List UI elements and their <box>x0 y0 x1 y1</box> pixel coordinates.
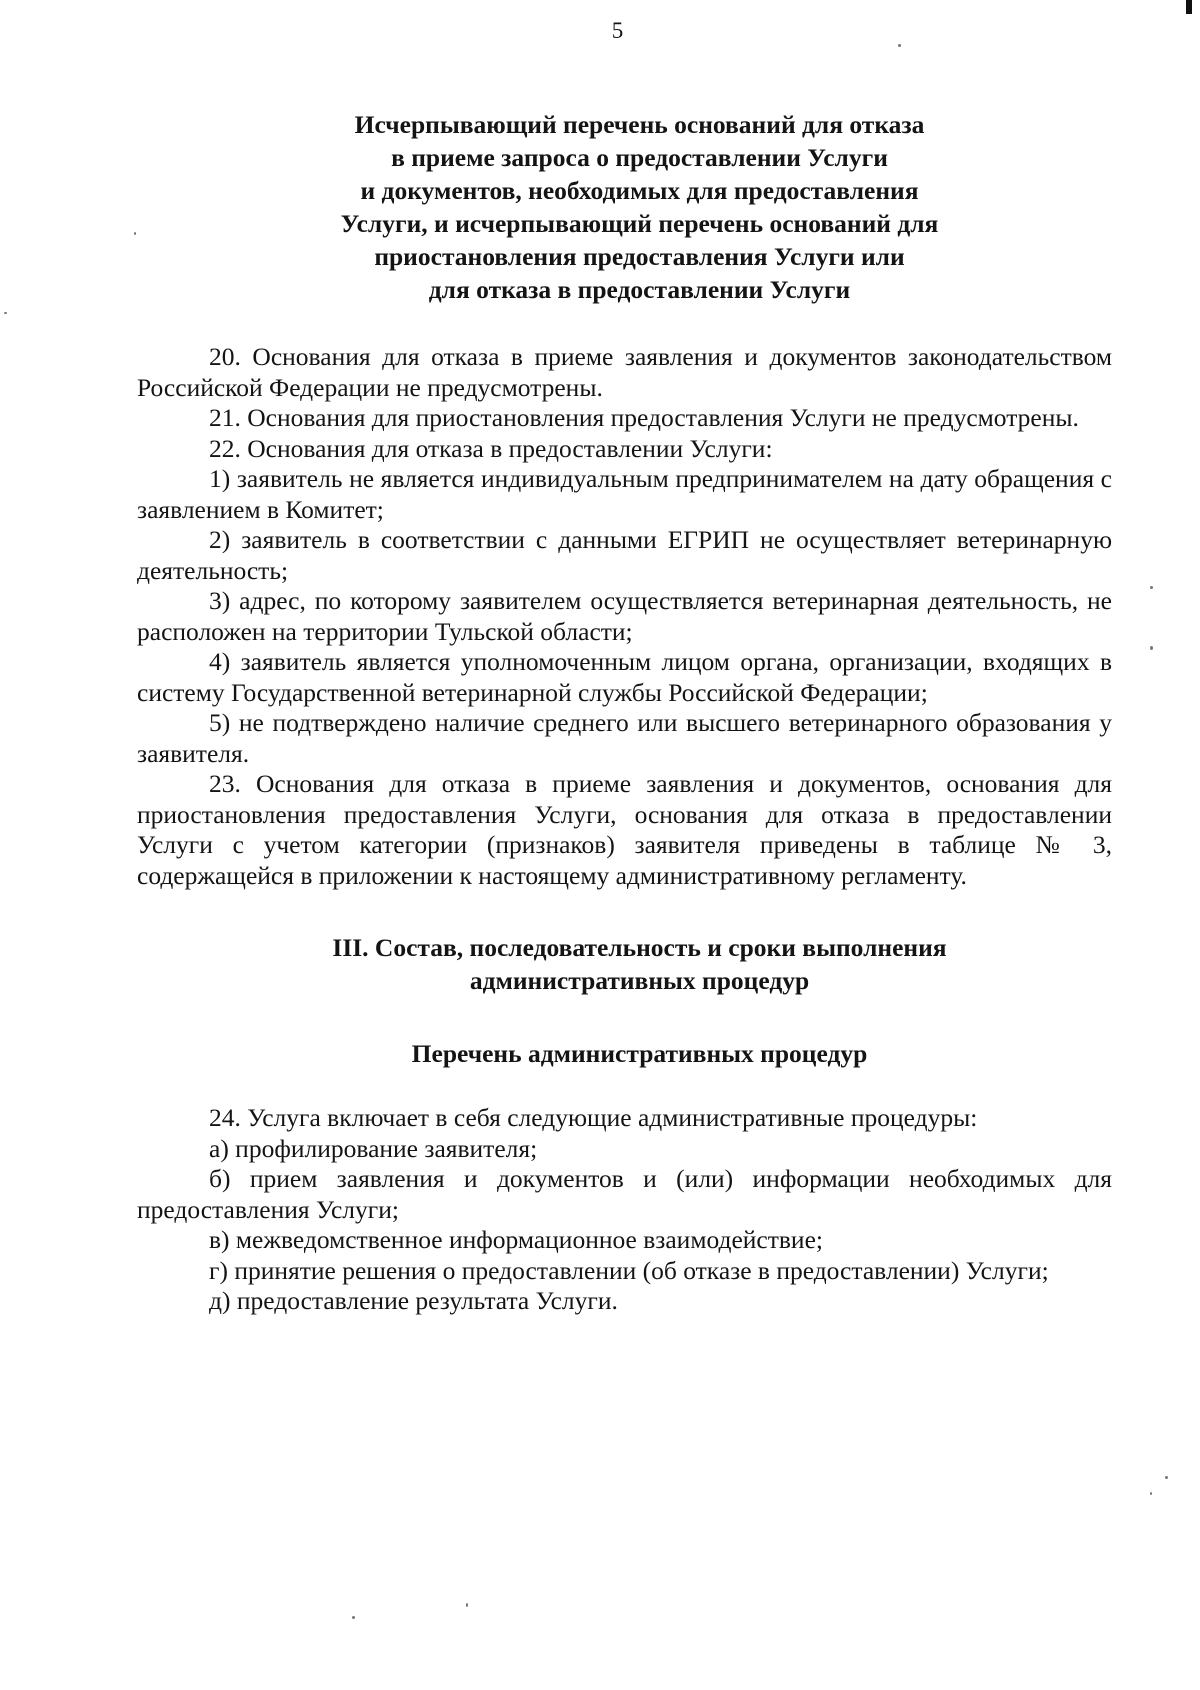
scan-speck <box>1150 646 1153 650</box>
scan-speck <box>466 1603 468 1607</box>
list-item-24-b: б) прием заявления и документов и (или) информации необходимых для предоставления Услуги; <box>137 1164 1112 1224</box>
list-item-24-g: г) принятие решения о предоставлении (об отказе в предоставлении) Услуги; <box>209 1255 1049 1285</box>
scan-speck <box>1165 1476 1168 1479</box>
subheading-procedures-list: Перечень административных процедур <box>411 1039 868 1068</box>
paragraph-22: 22. Основания для отказа в предоставлении Услуги: <box>209 433 773 463</box>
paragraph-21: 21. Основания для приостановления предоставления Услуги не предусмотрены. <box>209 403 1079 432</box>
list-item-24-a: а) профилирование заявителя; <box>209 1133 538 1163</box>
list-item-24-v: в) межведомственное информационное взаимодействие; <box>209 1225 823 1254</box>
section-heading-refusal-grounds <box>167 108 1112 306</box>
list-item-22-3: 3) адрес, по которому заявителем осуществляется ветеринарная деятельность, не расположен на территории Тульской области; <box>137 586 1112 646</box>
list-item-22-4: 4) заявитель является уполномоченным лицом органа, организации, входящих в систему Государственной ветеринарной службы Российской Федерации; <box>137 647 1112 707</box>
scan-edge-mark <box>1186 0 1192 14</box>
paragraph-24: 24. Услуга включает в себя следующие административные процедуры: <box>209 1103 978 1132</box>
heading-line: III. Состав, последовательность и сроки выполнения <box>332 933 947 962</box>
list-item-24-d: д) предоставление результата Услуги. <box>209 1286 618 1315</box>
heading-line: Услуги, и исчерпывающий перечень оснований для <box>340 209 939 238</box>
heading-line: приостановления предоставления Услуги или <box>374 242 905 271</box>
heading-line: для отказа в предоставлении Услуги <box>428 275 851 304</box>
page-number: 5 <box>611 18 624 43</box>
paragraph-20: 20. Основания для отказа в приеме заявления и документов законодательством Российской Федерации не предусмотрены. <box>137 342 1112 402</box>
scan-speck <box>352 1616 355 1619</box>
scan-speck <box>4 312 7 314</box>
heading-line: административных процедур <box>469 966 810 995</box>
list-item-22-2: 2) заявитель в соответствии с данными ЕГРИП не осуществляет ветеринарную деятельность; <box>137 525 1112 585</box>
scan-speck <box>1150 586 1153 589</box>
heading-line: Исчерпывающий перечень оснований для отказа <box>354 110 925 139</box>
list-item-22-5: 5) не подтверждено наличие среднего или высшего ветеринарного образования у заявителя. <box>137 708 1112 768</box>
paragraph-23: 23. Основания для отказа в приеме заявления и документов, основания для приостановления предоставления Услуги, основания для отказа в предоставлении Услуги с учетом категории (признаков) заявителя приведены в таблице № 3, содержащейся в приложении к настоящему административному регламенту. <box>137 769 1112 890</box>
heading-line: в приеме запроса о предоставлении Услуги <box>391 143 888 172</box>
scan-speck <box>134 232 136 235</box>
list-item-22-1: 1) заявитель не является индивидуальным предпринимателем на дату обращения с заявлением в Комитет; <box>137 464 1112 524</box>
heading-line: и документов, необходимых для предоставления <box>360 176 919 205</box>
section-heading-iii <box>167 931 1112 997</box>
document-body <box>137 108 1112 1317</box>
scan-speck <box>898 44 901 47</box>
scan-speck <box>1150 1492 1152 1495</box>
